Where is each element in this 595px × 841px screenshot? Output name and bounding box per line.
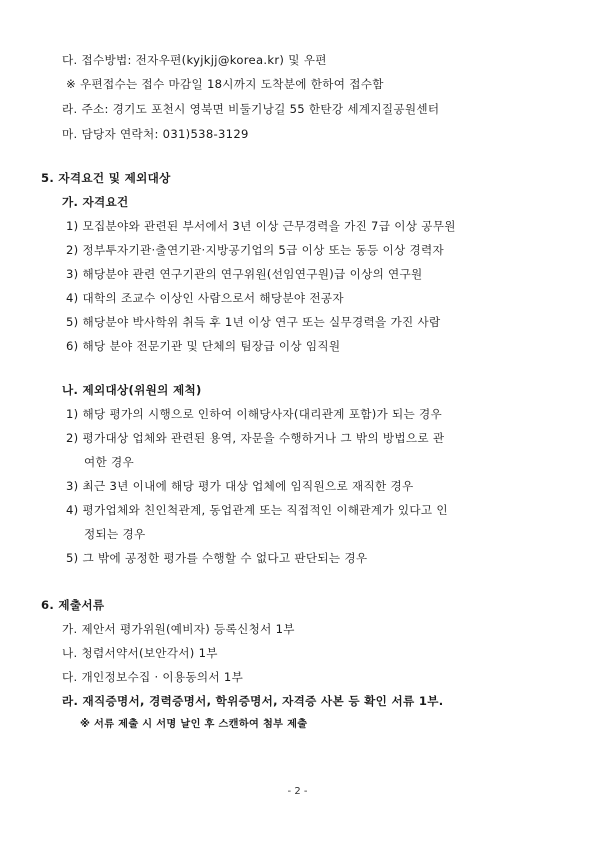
qualification-item: 4) 대학의 조교수 이상인 사람으로서 해당분야 전공자 bbox=[66, 291, 344, 305]
exclusion-item: 5) 그 밖에 공정한 평가를 수행할 수 없다고 판단되는 경우 bbox=[66, 551, 368, 565]
address-line: 라. 주소: 경기도 포천시 영북면 비둘기낭길 55 한탄강 세계지질공원센터 bbox=[62, 102, 440, 116]
exclusion-item: 2) 평가대상 업체와 관련된 용역, 자문을 수행하거나 그 밖의 방법으로 관 bbox=[66, 431, 445, 445]
qualification-item: 1) 모집분야와 관련된 부서에서 3년 이상 근무경력을 가진 7급 이상 공무원 bbox=[66, 219, 456, 233]
document-item-certificates: 라. 재직증명서, 경력증명서, 학위증명서, 자격증 사본 등 확인 서류 1부. bbox=[62, 694, 444, 708]
receipt-method-line: 다. 접수방법: 전자우편(kyjkjj@korea.kr) 및 우편 bbox=[62, 53, 327, 67]
qualification-item: 3) 해당분야 관련 연구기관의 연구위원(선임연구원)급 이상의 연구원 bbox=[66, 267, 423, 281]
exclusion-item: 4) 평가업체와 친인척관계, 동업관계 또는 직접적인 이해관계가 있다고 인 bbox=[66, 503, 448, 517]
contact-line: 마. 담당자 연락처: 031)538-3129 bbox=[62, 127, 249, 141]
postal-note-line: ※ 우편접수는 접수 마감일 18시까지 도착분에 한하여 접수함 bbox=[66, 77, 384, 91]
qualifications-subheading: 가. 자격요건 bbox=[62, 195, 129, 209]
document-item: 가. 제안서 평가위원(예비자) 등록신청서 1부 bbox=[62, 622, 295, 636]
submission-note: ※ 서류 제출 시 서명 날인 후 스캔하여 첨부 제출 bbox=[80, 719, 308, 730]
exclusion-item: 1) 해당 평가의 시행으로 인하여 이해당사자(대리관계 포함)가 되는 경우 bbox=[66, 407, 443, 421]
section6-heading: 6. 제출서류 bbox=[41, 598, 105, 612]
exclusion-item-continued: 정되는 경우 bbox=[84, 527, 146, 541]
qualification-item: 6) 해당 분야 전문기관 및 단체의 팀장급 이상 임직원 bbox=[66, 339, 341, 353]
exclusion-item: 3) 최근 3년 이내에 해당 평가 대상 업체에 임직원으로 재직한 경우 bbox=[66, 479, 414, 493]
document-item: 나. 청렴서약서(보안각서) 1부 bbox=[62, 646, 218, 660]
exclusions-subheading: 나. 제외대상(위원의 제척) bbox=[62, 383, 202, 397]
section5-heading: 5. 자격요건 및 제외대상 bbox=[41, 171, 171, 185]
exclusion-item-continued: 여한 경우 bbox=[84, 455, 134, 469]
document-item: 다. 개인정보수집 · 이용동의서 1부 bbox=[62, 670, 244, 684]
qualification-item: 5) 해당분야 박사학위 취득 후 1년 이상 연구 또는 실무경력을 가진 사람 bbox=[66, 315, 441, 329]
qualification-item: 2) 정부투자기관·출연기관·지방공기업의 5급 이상 또는 동등 이상 경력자 bbox=[66, 243, 445, 257]
page-number: - 2 - bbox=[287, 786, 308, 797]
